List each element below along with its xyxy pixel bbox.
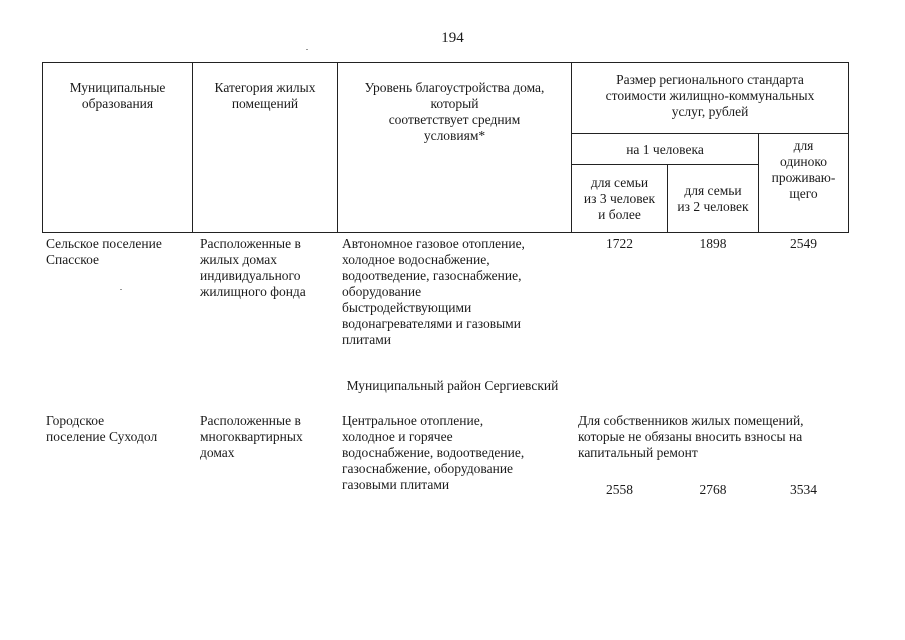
row-category: Расположенные в многоквартирных домах [200, 413, 303, 460]
header-per-person: на 1 человека [626, 142, 704, 157]
header-family-2: для семьи из 2 человек [677, 183, 749, 214]
row-municipality: Городское поселение Суходол [46, 413, 158, 444]
scan-speck [120, 289, 122, 290]
row-note: Для собственников жилых помещений, которые не обязаны вносить взносы на капитальный ремонт [578, 413, 804, 460]
header-family-3: для семьи из 3 человек и более [583, 175, 656, 222]
row-level: Автономное газовое отопление, холодное водоснабжение, водоотведение, газоснабжение, оборудование быстродействующими водонагревателями и газовыми плитами [342, 236, 525, 347]
row-value-family-2: 2768 [699, 482, 727, 497]
header-category: Категория жилых помещений [214, 80, 316, 111]
row-value-single: 2549 [790, 236, 817, 251]
row-value-single: 3534 [790, 482, 817, 497]
header-standard: Размер регионального стандарта стоимости жилищно-коммунальных услуг, рублей [605, 72, 815, 119]
row-value-family-3: 1722 [606, 236, 633, 251]
header-single: для одиноко проживаю- щего [771, 138, 836, 201]
row-municipality: Сельское поселение Спасское [46, 236, 162, 267]
scan-speck [306, 49, 308, 50]
header-level: Уровень благоустройства дома, который соответствует средним условиям* [364, 80, 545, 143]
section-title: Муниципальный район Сергиевский [346, 378, 559, 393]
row-level: Центральное отопление, холодное и горячее водоснабжение, водоотведение, газоснабжение, оборудование газовыми плитами [342, 413, 525, 492]
row-value-family-2: 1898 [699, 236, 727, 251]
page-number: 194 [441, 30, 464, 46]
header-municipality: Муниципальные образования [69, 80, 166, 111]
row-category: Расположенные в жилых домах индивидуального жилищного фонда [200, 236, 306, 299]
row-value-family-3: 2558 [606, 482, 633, 497]
